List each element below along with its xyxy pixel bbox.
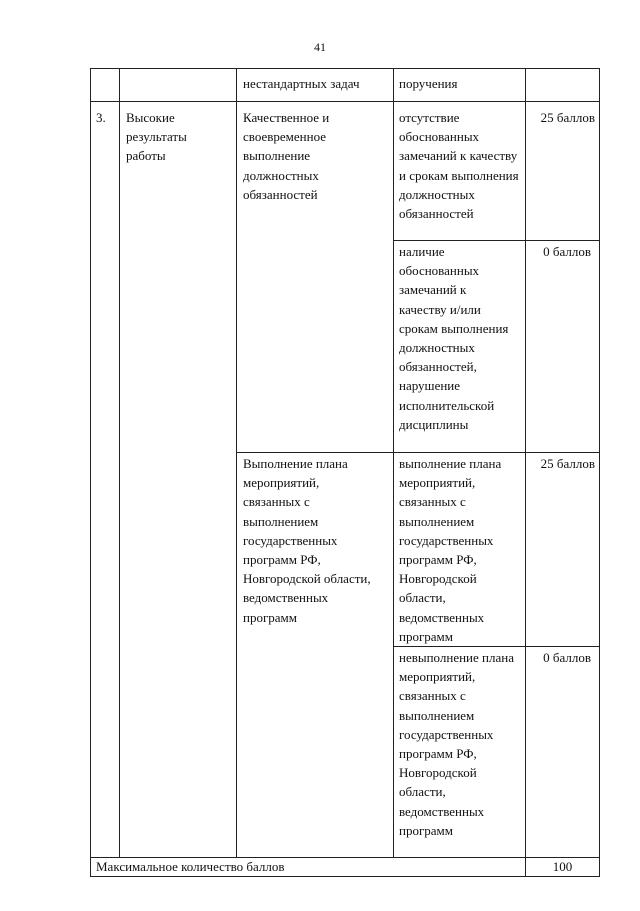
top-row-criterion: нестандартных задач (243, 76, 360, 91)
footer-value: 100 (552, 859, 573, 874)
top-row-indicator: поручения (399, 76, 458, 91)
indicator-text: отсутствие обоснованных замечаний к качеству и срокам выполнения должностных обязанностей (399, 110, 519, 222)
indicator-text: наличие обоснованных замечаний к качеству и/или срокам выполнения должностных обязанностей, нарушение исполнительской дисциплины (399, 244, 509, 432)
indicator-score: 0 баллов (543, 650, 591, 665)
indicator-score: 0 баллов (543, 244, 591, 259)
criterion-text: Выполнение плана мероприятий, связанных с выполнением государственных программ РФ, Новгородской области, ведомственных программ (243, 456, 371, 625)
criterion-text: Качественное и своевременное выполнение должностных обязанностей (243, 110, 330, 202)
indicator-score: 25 баллов (540, 456, 595, 471)
section-title: Высокие результаты работы (126, 110, 187, 164)
section-number: 3. (96, 110, 106, 125)
indicator-text: выполнение плана мероприятий, связанных с выполнением государственных программ РФ, Новгородской области, ведомственных программ (399, 456, 502, 644)
indicator-text: невыполнение плана мероприятий, связанных с выполнением государственных программ РФ, Новгородской области, ведомственных программ (399, 650, 514, 838)
indicator-score: 25 баллов (540, 110, 595, 125)
footer-label: Максимальное количество баллов (96, 859, 285, 874)
page-number: 41 (314, 40, 326, 54)
